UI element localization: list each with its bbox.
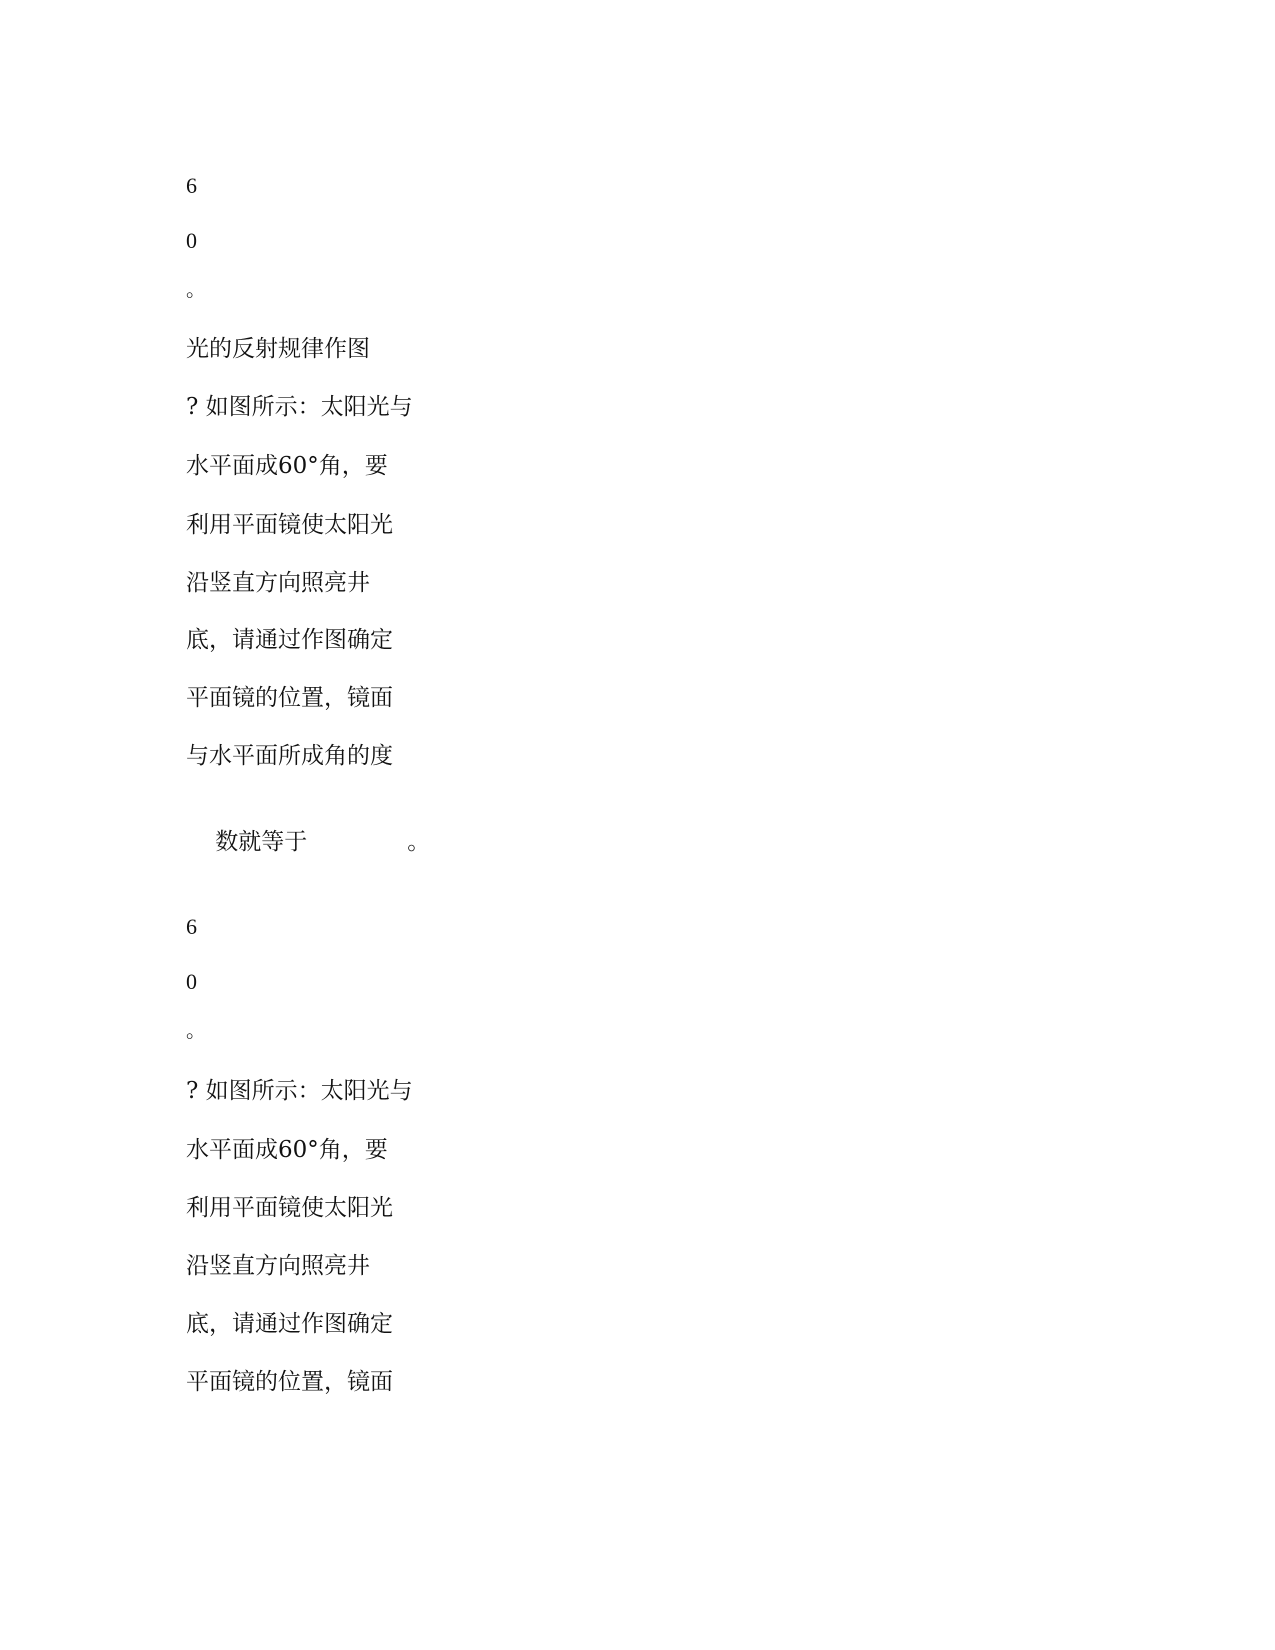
figure-label-degree: 。: [186, 1018, 206, 1042]
figure-label-six: 6: [186, 173, 197, 198]
figure-label-six: 6: [186, 914, 197, 939]
question-line: 底，请通过作图确定: [186, 627, 393, 653]
question-line: 利用平面镜使太阳光: [186, 512, 393, 538]
question-line: 利用平面镜使太阳光: [186, 1195, 393, 1221]
question-line: 水平面成60°角，要: [186, 453, 388, 479]
question-last-line-prefix: 数就等于: [215, 829, 308, 855]
question-line: 沿竖直方向照亮井: [186, 570, 370, 596]
question-last-line: [186, 800, 430, 884]
figure-label-zero: 0: [186, 228, 197, 253]
figure-label-zero: 0: [186, 969, 197, 994]
question-line: 与水平面所成角的度: [186, 743, 393, 769]
question-line: 水平面成60°角，要: [186, 1137, 388, 1163]
question-last-line-suffix: 。: [407, 829, 431, 855]
section-heading: 光的反射规律作图: [186, 336, 370, 362]
figure-label-degree: 。: [186, 277, 206, 301]
question-line: 沿竖直方向照亮井: [186, 1253, 370, 1279]
question-line: 平面镜的位置，镜面: [186, 1369, 393, 1395]
question-line: 底，请通过作图确定: [186, 1311, 393, 1337]
question-line: ? 如图所示：太阳光与: [186, 1078, 413, 1104]
question-line: 平面镜的位置，镜面: [186, 685, 393, 711]
question-line: ? 如图所示：太阳光与: [186, 394, 413, 420]
